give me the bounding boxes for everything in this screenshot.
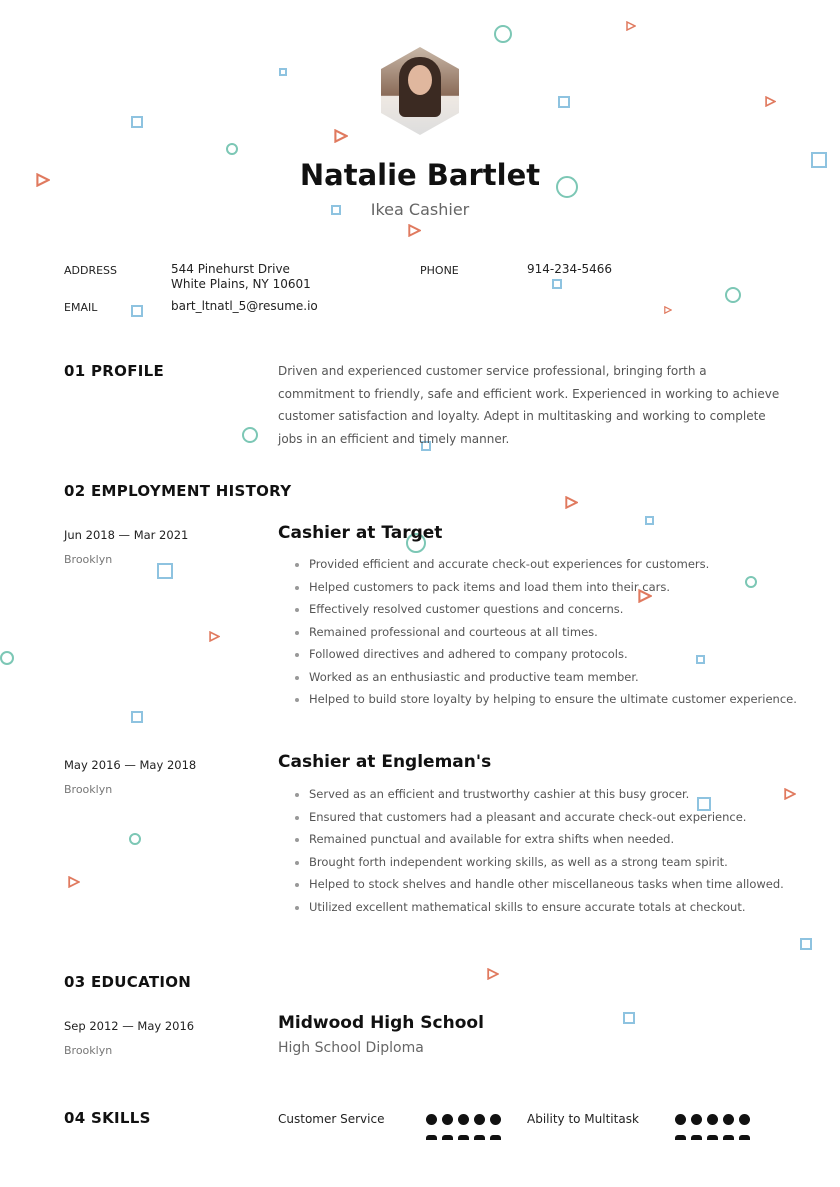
skill-dot [490, 1114, 501, 1125]
bullet-item: Remained punctual and available for extra shifts when needed. [278, 828, 784, 851]
job-heading: Cashier at Target [278, 523, 443, 543]
skill-dash [474, 1135, 485, 1140]
job-location: Brooklyn [64, 553, 113, 566]
triangle-decoration-icon [68, 873, 80, 885]
skill-dot [723, 1114, 734, 1125]
square-decoration-icon [131, 116, 143, 128]
triangle-decoration-icon [626, 16, 636, 26]
degree: High School Diploma [278, 1040, 424, 1056]
skill-dot [458, 1114, 469, 1125]
bullet-item: Effectively resolved customer questions and concerns. [278, 598, 797, 621]
email-value: bart_ltnatl_5@resume.io [171, 299, 318, 313]
triangle-decoration-icon [784, 785, 796, 797]
square-decoration-icon [552, 279, 562, 289]
skill-level [426, 1114, 501, 1140]
phone-label: PHONE [420, 264, 459, 277]
bullet-item: Provided efficient and accurate check-out experiences for customers. [278, 553, 797, 576]
bullet-item: Utilized excellent mathematical skills to ensure accurate totals at checkout. [278, 896, 784, 919]
circle-decoration-icon [725, 287, 741, 303]
phone-value: 914-234-5466 [527, 262, 613, 276]
bullet-item: Remained professional and courteous at all times. [278, 621, 797, 644]
address-line2: White Plains, NY 10601 [171, 277, 311, 291]
circle-decoration-icon [129, 833, 141, 845]
skill-name: Customer Service [278, 1112, 385, 1126]
skill-dash [675, 1135, 686, 1140]
skill-level [675, 1114, 750, 1140]
skill-dash [490, 1135, 501, 1140]
triangle-decoration-icon [565, 494, 578, 507]
skill-dash [739, 1135, 750, 1140]
skill-dot [739, 1114, 750, 1125]
skill-dash [707, 1135, 718, 1140]
skill-dash [458, 1135, 469, 1140]
profile-heading: 01 PROFILE [64, 362, 165, 380]
skill-dash [442, 1135, 453, 1140]
address-line1: 544 Pinehurst Drive [171, 262, 290, 276]
skill-dot [707, 1114, 718, 1125]
job-title: Ikea Cashier [370, 200, 470, 219]
square-decoration-icon [131, 711, 143, 723]
bullet-item: Worked as an enthusiastic and productive team member. [278, 666, 797, 689]
triangle-decoration-icon [408, 222, 421, 235]
square-decoration-icon [558, 96, 570, 108]
bullet-item: Ensured that customers had a pleasant and accurate check-out experience. [278, 806, 784, 829]
school-name: Midwood High School [278, 1013, 484, 1033]
square-decoration-icon [131, 305, 143, 317]
job-bullets [278, 783, 784, 918]
candidate-name: Natalie Bartlet [299, 158, 541, 192]
bullet-item: Helped customers to pack items and load them into their cars. [278, 576, 797, 599]
bullet-item: Followed directives and adhered to company protocols. [278, 643, 797, 666]
profile-photo [381, 47, 459, 135]
address-label: ADDRESS [64, 264, 118, 277]
square-decoration-icon [623, 1012, 635, 1024]
skills-heading: 04 SKILLS [64, 1109, 151, 1127]
circle-decoration-icon [242, 427, 258, 443]
employment-heading: 02 EMPLOYMENT HISTORY [64, 482, 292, 500]
education-location: Brooklyn [64, 1044, 113, 1057]
triangle-decoration-icon [209, 627, 220, 638]
bullet-item: Served as an efficient and trustworthy cashier at this busy grocer. [278, 783, 784, 806]
skill-name: Ability to Multitask [527, 1112, 639, 1126]
education-dates: Sep 2012 — May 2016 [64, 1019, 195, 1033]
triangle-decoration-icon [487, 965, 499, 977]
bullet-item: Helped to stock shelves and handle other miscellaneous tasks when time allowed. [278, 873, 784, 896]
skill-dash [723, 1135, 734, 1140]
skill-dot [675, 1114, 686, 1125]
circle-decoration-icon [226, 143, 238, 155]
skill-dash [426, 1135, 437, 1140]
skill-dot [426, 1114, 437, 1125]
circle-decoration-icon [494, 25, 512, 43]
square-decoration-icon [645, 516, 654, 525]
square-decoration-icon [279, 68, 287, 76]
job-location: Brooklyn [64, 783, 113, 796]
square-decoration-icon [800, 938, 812, 950]
email-label: EMAIL [64, 301, 98, 314]
bullet-item: Brought forth independent working skills, as well as a strong team spirit. [278, 851, 784, 874]
education-heading: 03 EDUCATION [64, 973, 192, 991]
job-dates: Jun 2018 — Mar 2021 [64, 528, 189, 542]
triangle-decoration-icon [664, 299, 672, 307]
skill-dot [442, 1114, 453, 1125]
triangle-decoration-icon [334, 128, 348, 142]
job-bullets [278, 553, 797, 711]
bullet-item: Helped to build store loyalty by helping to ensure the ultimate customer experience. [278, 688, 797, 711]
square-decoration-icon [157, 563, 173, 579]
job-dates: May 2016 — May 2018 [64, 758, 197, 772]
triangle-decoration-icon [765, 92, 776, 103]
skill-dot [691, 1114, 702, 1125]
profile-text: Driven and experienced customer service professional, bringing forth a commitment to friendly, safe and efficient work. Experienced in working to achieve customer satisfaction and loyalty. Adept in multitasking and working to complete jobs in an efficient and timely manner. [278, 364, 780, 446]
skill-dot [474, 1114, 485, 1125]
skill-dash [691, 1135, 702, 1140]
circle-decoration-icon [0, 651, 14, 665]
job-heading: Cashier at Engleman's [278, 752, 492, 772]
